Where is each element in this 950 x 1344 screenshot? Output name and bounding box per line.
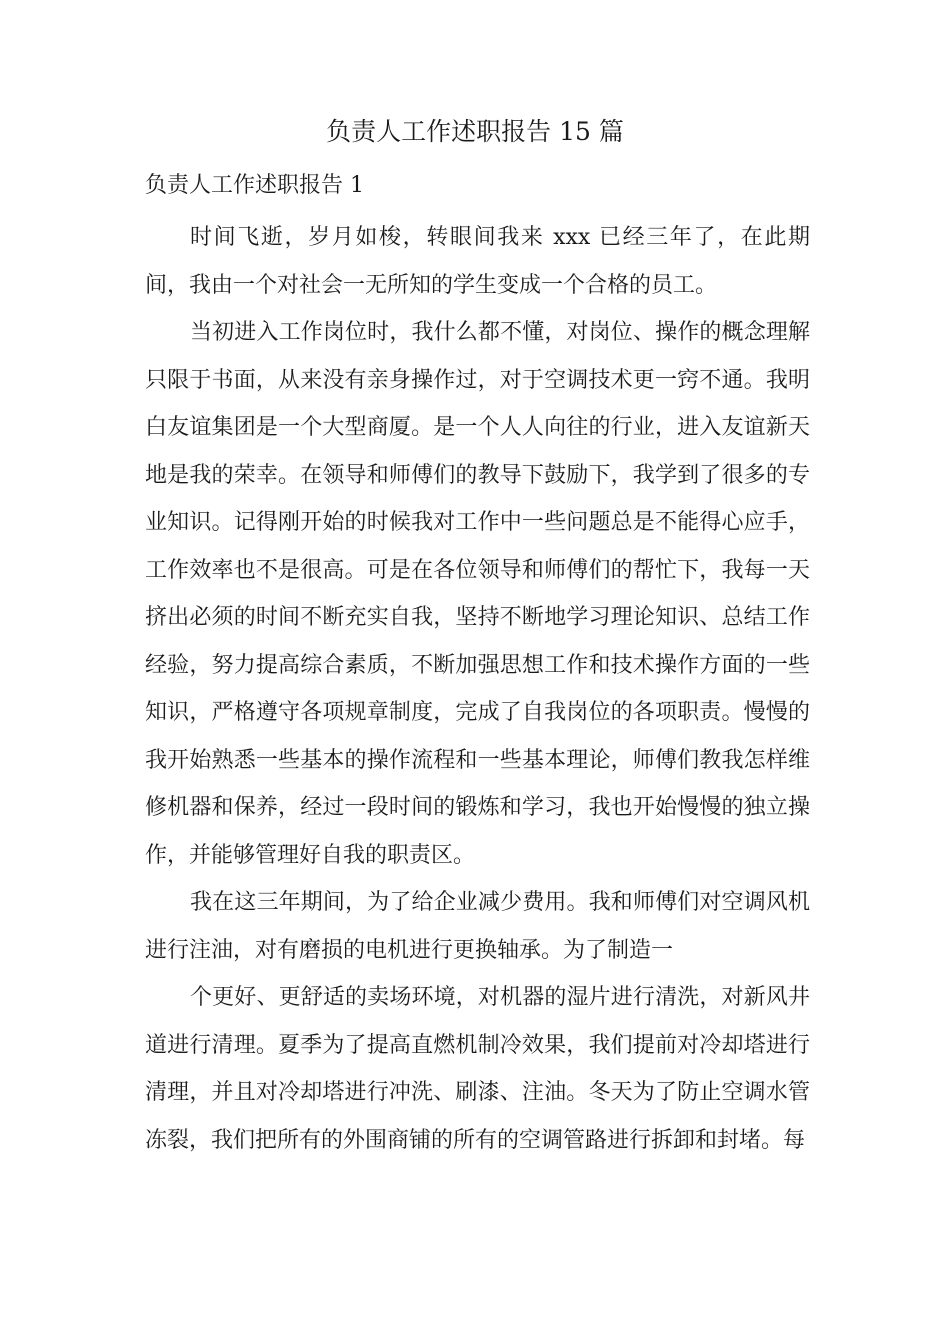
document-body bbox=[145, 214, 810, 1164]
document-title: 负责人工作述职报告 15 篇 bbox=[326, 117, 624, 146]
paragraph-2: 当初进入工作岗位时，我什么都不懂，对岗位、操作的概念理解只限于书面，从来没有亲身操作过，对于空调技术更一窍不通。我明白友谊集团是一个大型商厦。是一个人人向往的行业，进入友谊新天地是我的荣幸。在领导和师傅们的教导下鼓励下，我学到了很多的专业知识。记得刚开始的时候我对工作中一些问题总是不能得心应手，工作效率也不是很高。可是在各位领导和师傅们的帮忙下，我每一天挤出必须的时间不断充实自我，坚持不断地学习理论知识、总结工作经验，努力提高综合素质，不断加强思想工作和技术操作方面的一些知识，严格遵守各项规章制度，完成了自我岗位的各项职责。慢慢的我开始熟悉一些基本的操作流程和一些基本理论，师傅们教我怎样维修机器和保养，经过一段时间的锻炼和学习，我也开始慢慢的独立操作，并能够管理好自我的职责区。 bbox=[145, 320, 810, 868]
paragraph-4: 个更好、更舒适的卖场环境，对机器的湿片进行清洗，对新风井道进行清理。夏季为了提高直燃机制冷效果，我们提前对冷却塔进行清理，并且对冷却塔进行冲洗、刷漆、注油。冬天为了防止空调水管冻裂，我们把所有的外围商铺的所有的空调管路进行拆卸和封堵。每 bbox=[145, 985, 810, 1153]
section-heading: 负责人工作述职报告 1 bbox=[145, 173, 364, 198]
paragraph-1: 时间飞逝，岁月如梭，转眼间我来 xxx 已经三年了，在此期间，我由一个对社会一无所知的学生变成一个合格的员工。 bbox=[145, 225, 810, 298]
paragraph-3: 我在这三年期间，为了给企业减少费用。我和师傅们对空调风机进行注油，对有磨损的电机进行更换轴承。为了制造一 bbox=[145, 890, 810, 963]
